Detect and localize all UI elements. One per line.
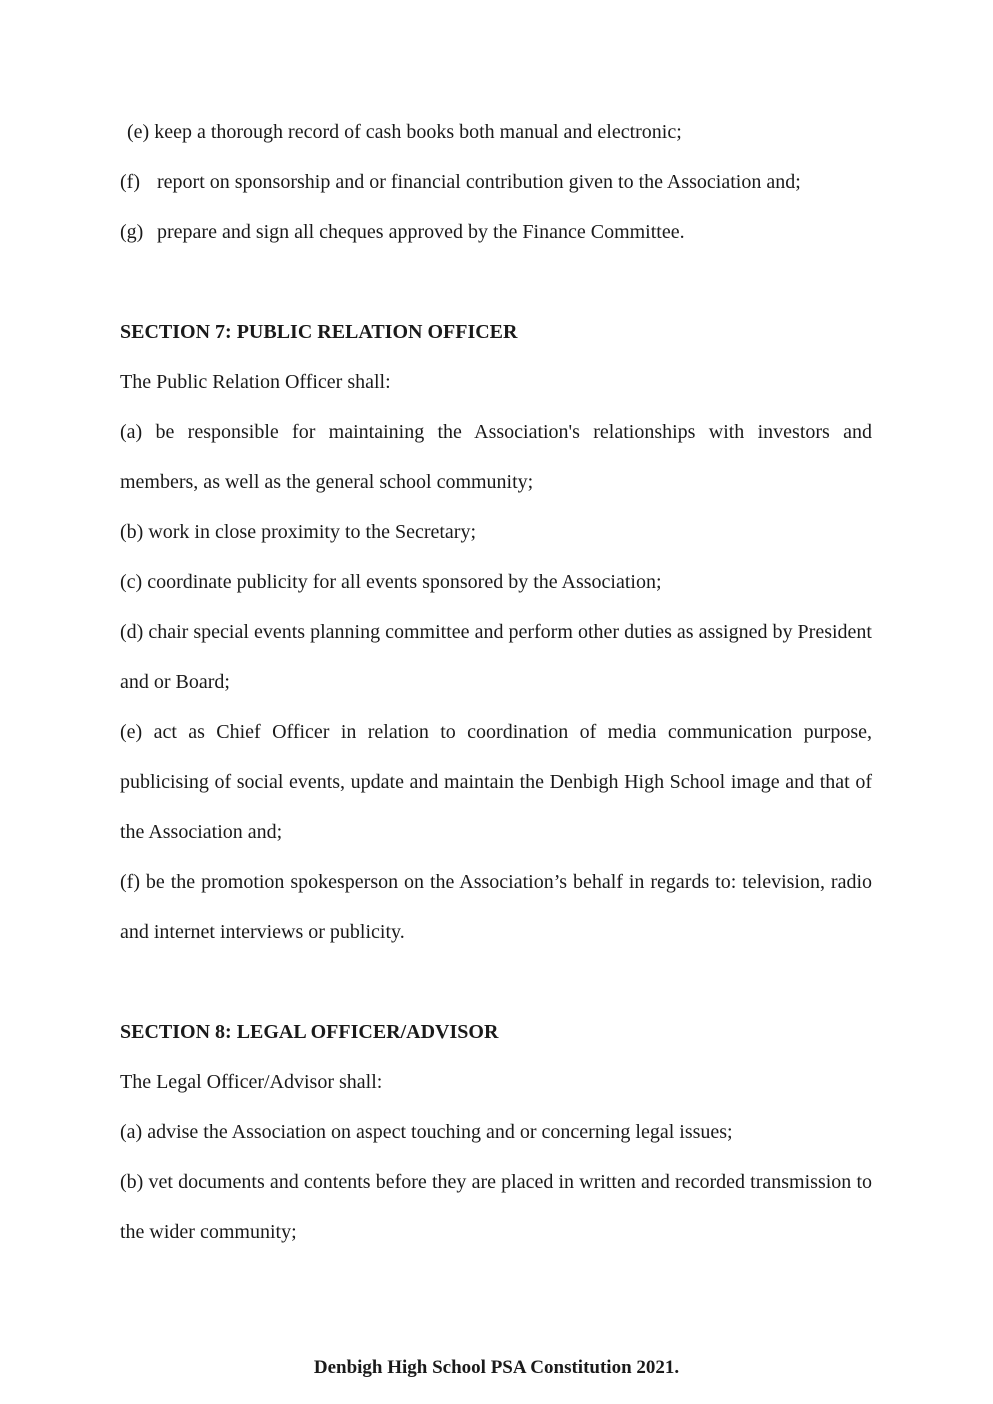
section-7-item-c: (c) coordinate publicity for all events sponsored by the Association; <box>120 571 662 593</box>
section-7-item-e: (e) act as Chief Officer in relation to coordination of media communication purpose, publicising of social events, update and maintain the Denbigh High School image and that of the Association and; <box>120 721 872 843</box>
page-footer: Denbigh High School PSA Constitution 2021. <box>313 1357 680 1378</box>
treasurer-item-e <box>120 107 872 157</box>
section-spacer <box>120 957 872 1007</box>
item-text: keep a thorough record of cash books both manual and electronic; <box>154 121 682 143</box>
section-7-item-a: (a) be responsible for maintaining the Association's relationships with investors and members, as well as the general school community; <box>120 421 872 493</box>
treasurer-item-f <box>120 157 872 207</box>
section-spacer <box>120 257 872 307</box>
section-8-intro: The Legal Officer/Advisor shall: <box>120 1071 383 1093</box>
section-7-heading: SECTION 7: PUBLIC RELATION OFFICER <box>120 321 518 343</box>
page-body <box>120 107 872 1257</box>
section-7-item-f: (f) be the promotion spokesperson on the Association’s behalf in regards to: television, radio and internet interviews or publicity. <box>120 871 872 943</box>
section-8-item-a: (a) advise the Association on aspect touching and or concerning legal issues; <box>120 1121 733 1143</box>
section-7-item-b: (b) work in close proximity to the Secretary; <box>120 521 477 543</box>
item-text: prepare and sign all cheques approved by the Finance Committee. <box>157 221 685 243</box>
item-marker: (g) <box>120 221 144 243</box>
section-7-item-d: (d) chair special events planning committee and perform other duties as assigned by President and or Board; <box>120 621 872 693</box>
item-marker: (e) <box>127 121 150 143</box>
section-7-intro: The Public Relation Officer shall: <box>120 371 391 393</box>
item-marker: (f) <box>120 171 140 193</box>
section-8-heading: SECTION 8: LEGAL OFFICER/ADVISOR <box>120 1021 499 1043</box>
section-8-item-b: (b) vet documents and contents before they are placed in written and recorded transmission to the wider community; <box>120 1171 872 1243</box>
treasurer-item-g <box>120 207 872 257</box>
item-text: report on sponsorship and or financial contribution given to the Association and; <box>157 171 801 193</box>
